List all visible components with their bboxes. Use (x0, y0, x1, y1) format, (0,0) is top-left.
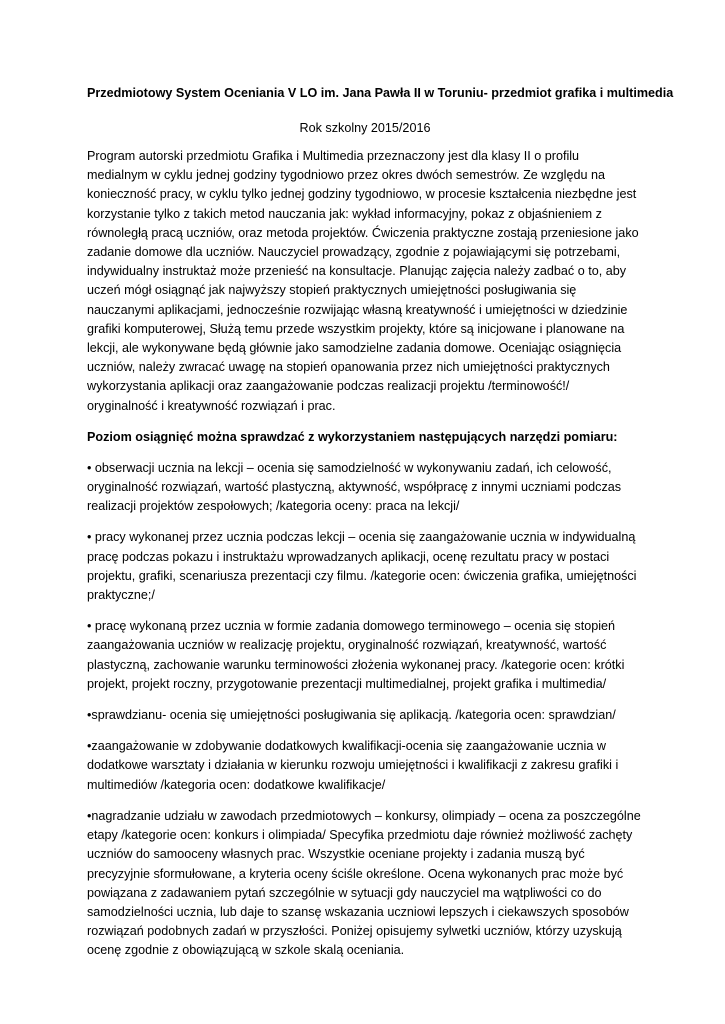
document-body (87, 84, 674, 961)
list-item-lesson-work: • pracy wykonanej przez ucznia podczas lekcji – ocenia się zaangażowanie ucznia w indywidualną pracę podczas pokazu i instruktażu wprowadzanych aplikacji, ocenę rezultatu pracy w postaci projektu, grafiki, scenariusza prezentacji czy filmu. /kategorie ocen: ćwiczenia grafika, umiejętności praktyczne;/ (87, 530, 637, 603)
list-item-test: •sprawdzianu- ocenia się umiejętności posługiwania się aplikacją. /kategoria ocen: sprawdzian/ (87, 708, 616, 723)
list-item-competitions: •nagradzanie udziału w zawodach przedmiotowych – konkursy, olimpiady – ocena za poszczególne etapy /kategorie ocen: konkurs i olimpiada/ Specyfika przedmiotu daje również możliwość zachęty uczniów do samooceny własnych prac. Wszystkie oceniane projekty i zadania muszą być precyzyjnie sformułowane, a kryteria oceny ściśle określone. Ocena wykonanych prac może być powiązana z zadawaniem pytań szczególnie w sytuacji gdy nauczyciel ma wątpliwości co do samodzielności ucznia, lub daje to szansę wskazania uczniowi lepszych i ciekawszych sposobów rozwiązań podobnych zadań w przyszłości. Poniżej opisujemy sylwetki uczniów, którzy uzyskują ocenę zgodnie z obowiązującą w szkole skalą oceniania. (87, 808, 641, 958)
section-heading: Poziom osiągnięć można sprawdzać z wykorzystaniem następujących narzędzi pomiaru: (87, 429, 618, 444)
list-item-extra-qualifications: •zaangażowanie w zdobywanie dodatkowych kwalifikacji-ocenia się zaangażowanie ucznia w dodatkowe warsztaty i działania w kierunku rozwoju umiejętności i kwalifikacji z zakresu grafiki i multimediów /kategoria ocen: dodatkowe kwalifikacje/ (87, 739, 619, 792)
list-item-homework: • pracę wykonaną przez ucznia w formie zadania domowego terminowego – ocenia się stopień zaangażowania uczniów w realizację projektu, oryginalność rozwiązań, kreatywność, wartość plastyczną, zachowanie warunku terminowości złożenia wykonanej pracy. /kategorie ocen: krótki projekt, projekt roczny, przygotowanie prezentacji multimedialnej, projekt grafika i multimedia/ (87, 619, 625, 691)
document-title: Przedmiotowy System Oceniania V LO im. Jana Pawła II w Toruniu- przedmiot grafika i multimedia (87, 86, 674, 100)
intro-paragraph: Program autorski przedmiotu Grafika i Multimedia przeznaczony jest dla klasy II o profilu medialnym w cyklu jednej godziny tygodniowo przez okres dwóch semestrów. Ze względu na konieczność pracy, w cyklu tylko jednej godziny tygodniowo, w procesie kształcenia niezbędne jest korzystanie tylko z takich metod nauczania jak: wykład informacyjny, pokaz z objaśnieniem z równoległą pracą uczniów, oraz metoda projektów. Ćwiczenia praktyczne zostają przeniesione jako zadanie domowe dla uczniów. Nauczyciel prowadzący, zgodnie z pojawiającymi się potrzebami, indywidualny instruktaż może przenieść na konsultacje. Planując zajęcia należy zadbać o to, aby uczeń mógł osiągnąć jak najwyższy stopień praktycznych umiejętności posługiwania się nauczanymi aplikacjami, jednocześnie rozwijając własną kreatywność i umiejętności w dziedzinie grafiki komputerowej, Służą temu przede wszystkim projekty, które są inicjowane i planowane na lekcji, ale wykonywane będą głównie jako samodzielne zadania domowe. Oceniając osiągnięcia uczniów, należy zwracać uwagę na stopień opanowania przez nich umiejętności praktycznych wykorzystania aplikacji oraz zaangażowanie podczas realizacji projektu /terminowość!/ oryginalność i kreatywność rozwiązań i prac. (87, 149, 639, 413)
school-year: Rok szkolny 2015/2016 (299, 121, 431, 135)
list-item-observation: • obserwacji ucznia na lekcji – ocenia się samodzielność w wykonywaniu zadań, ich celowość, oryginalność rozwiązań, wartość plastyczną, aktywność, współpracę z innymi uczniami podczas realizacji projektów zespołowych; /kategoria oceny: praca na lekcji/ (87, 460, 622, 514)
